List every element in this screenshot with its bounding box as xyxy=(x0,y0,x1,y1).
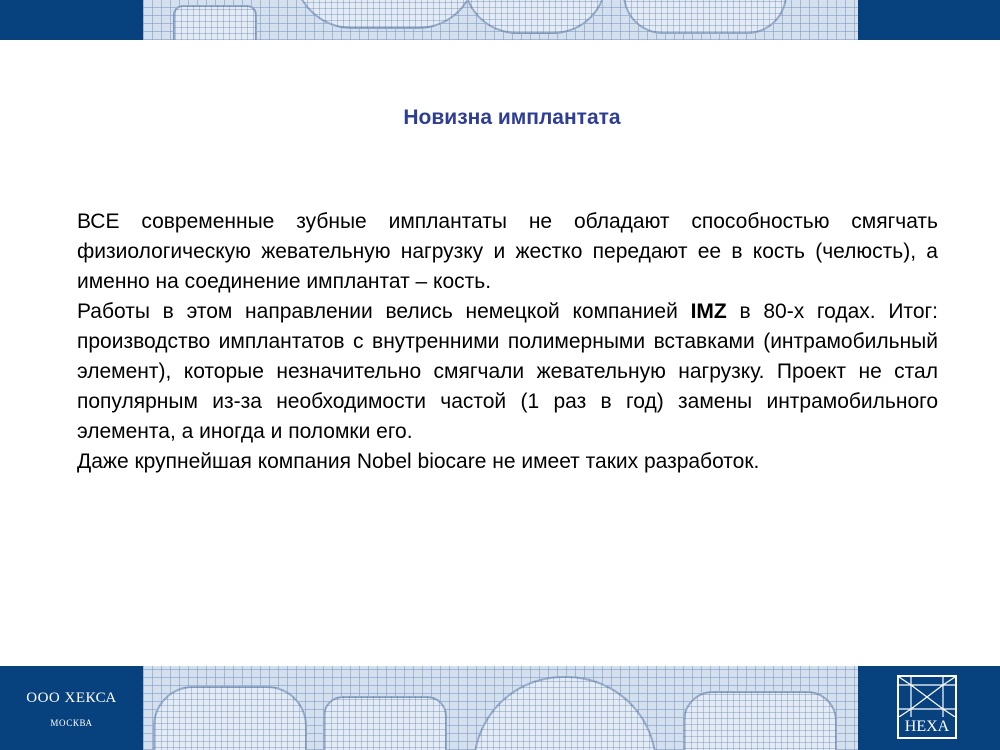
logo-text: HEXA xyxy=(904,718,950,735)
paragraph-nobel-biocare: Даже крупнейшая компания Nobel biocare не имеет таких разработок. xyxy=(77,450,760,473)
paragraph-imz-details: в 80-х годах. Итог: производство имплантатов с внутренними полимерными вставками (интрамобильный элемент), которые незначительно смягчали жевательную нагрузку. Проект не стал популярным из-за необходимости частой (1 раз в год) замены интрамобильного элемента, а иногда и поломки его. xyxy=(77,300,938,443)
paragraph-all-implants: ВСЕ современные зубные имплантаты не обладают способностью смягчать физиологическую жевательную нагрузку и жестко передают ее в кость (челюсть), а именно на соединение имплантат – кость. xyxy=(77,210,938,293)
imz-company-name: IMZ xyxy=(690,300,727,323)
top-mesh-illustration xyxy=(143,0,858,40)
slide-title: Новизна имплантата xyxy=(403,106,621,129)
top-banner xyxy=(0,0,1000,40)
bottom-banner xyxy=(0,666,1000,750)
logo-grid-icon xyxy=(899,677,955,717)
paragraph-imz-history xyxy=(77,297,938,447)
paragraph-imz-intro: Работы в этом направлении велись немецкой компанией xyxy=(77,300,691,323)
footer-company-name: ООО ХЕКСА xyxy=(26,690,117,706)
bottom-mesh-illustration xyxy=(143,666,858,750)
footer-city: МОСКВА xyxy=(50,718,93,728)
slide-body xyxy=(77,207,938,477)
hexa-logo-icon xyxy=(897,675,957,739)
